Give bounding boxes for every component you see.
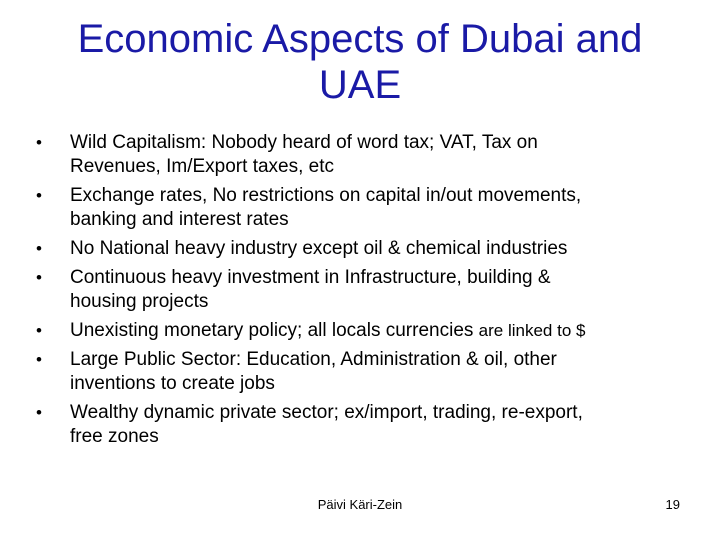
bullet-item	[32, 266, 692, 314]
bullet-text-main: Unexisting monetary policy; all locals currencies	[70, 320, 474, 341]
slide-title	[30, 16, 690, 108]
bullet-text-line-1: Wild Capitalism: Nobody heard of word tax; VAT, Tax on	[70, 132, 538, 153]
bullet-text-line-1	[70, 319, 692, 343]
page-number: 19	[665, 497, 680, 512]
footer-author: Päivi Käri-Zein	[317, 497, 403, 512]
bullet-item	[32, 348, 692, 396]
bullet-text-line-2: Revenues, Im/Export taxes, etc	[70, 156, 335, 177]
bullet-text-line-1: Wealthy dynamic private sector; ex/import, trading, re-export,	[70, 402, 583, 423]
bullet-text-line-1: No National heavy industry except oil & chemical industries	[70, 238, 568, 259]
bullet-list	[32, 131, 692, 454]
bullet-text-line-2: free zones	[70, 426, 159, 447]
bullet-text-line-2: banking and interest rates	[70, 209, 289, 230]
bullet-text-line-1: Exchange rates, No restrictions on capital in/out movements,	[70, 185, 582, 206]
bullet-text-line-2: inventions to create jobs	[70, 373, 275, 394]
slide-title-line-2: UAE	[318, 63, 402, 107]
bullet-icon: •	[36, 350, 42, 369]
bullet-icon: •	[36, 268, 42, 287]
bullet-item	[32, 184, 692, 232]
bullet-text-line-1: Large Public Sector: Education, Administration & oil, other	[70, 349, 557, 370]
bullet-text-line-2: housing projects	[70, 291, 209, 312]
bullet-item	[32, 237, 692, 261]
bullet-icon: •	[36, 133, 42, 152]
bullet-icon: •	[36, 403, 42, 422]
bullet-item	[32, 131, 692, 179]
slide-title-line-1: Economic Aspects of Dubai and	[77, 17, 643, 61]
bullet-item	[32, 401, 692, 449]
bullet-text-line-1: Continuous heavy investment in Infrastructure, building &	[70, 267, 551, 288]
bullet-icon: •	[36, 186, 42, 205]
bullet-item	[32, 319, 692, 343]
bullet-text-small: are linked to $	[478, 321, 586, 340]
bullet-icon: •	[36, 239, 42, 258]
bullet-icon: •	[36, 321, 42, 340]
